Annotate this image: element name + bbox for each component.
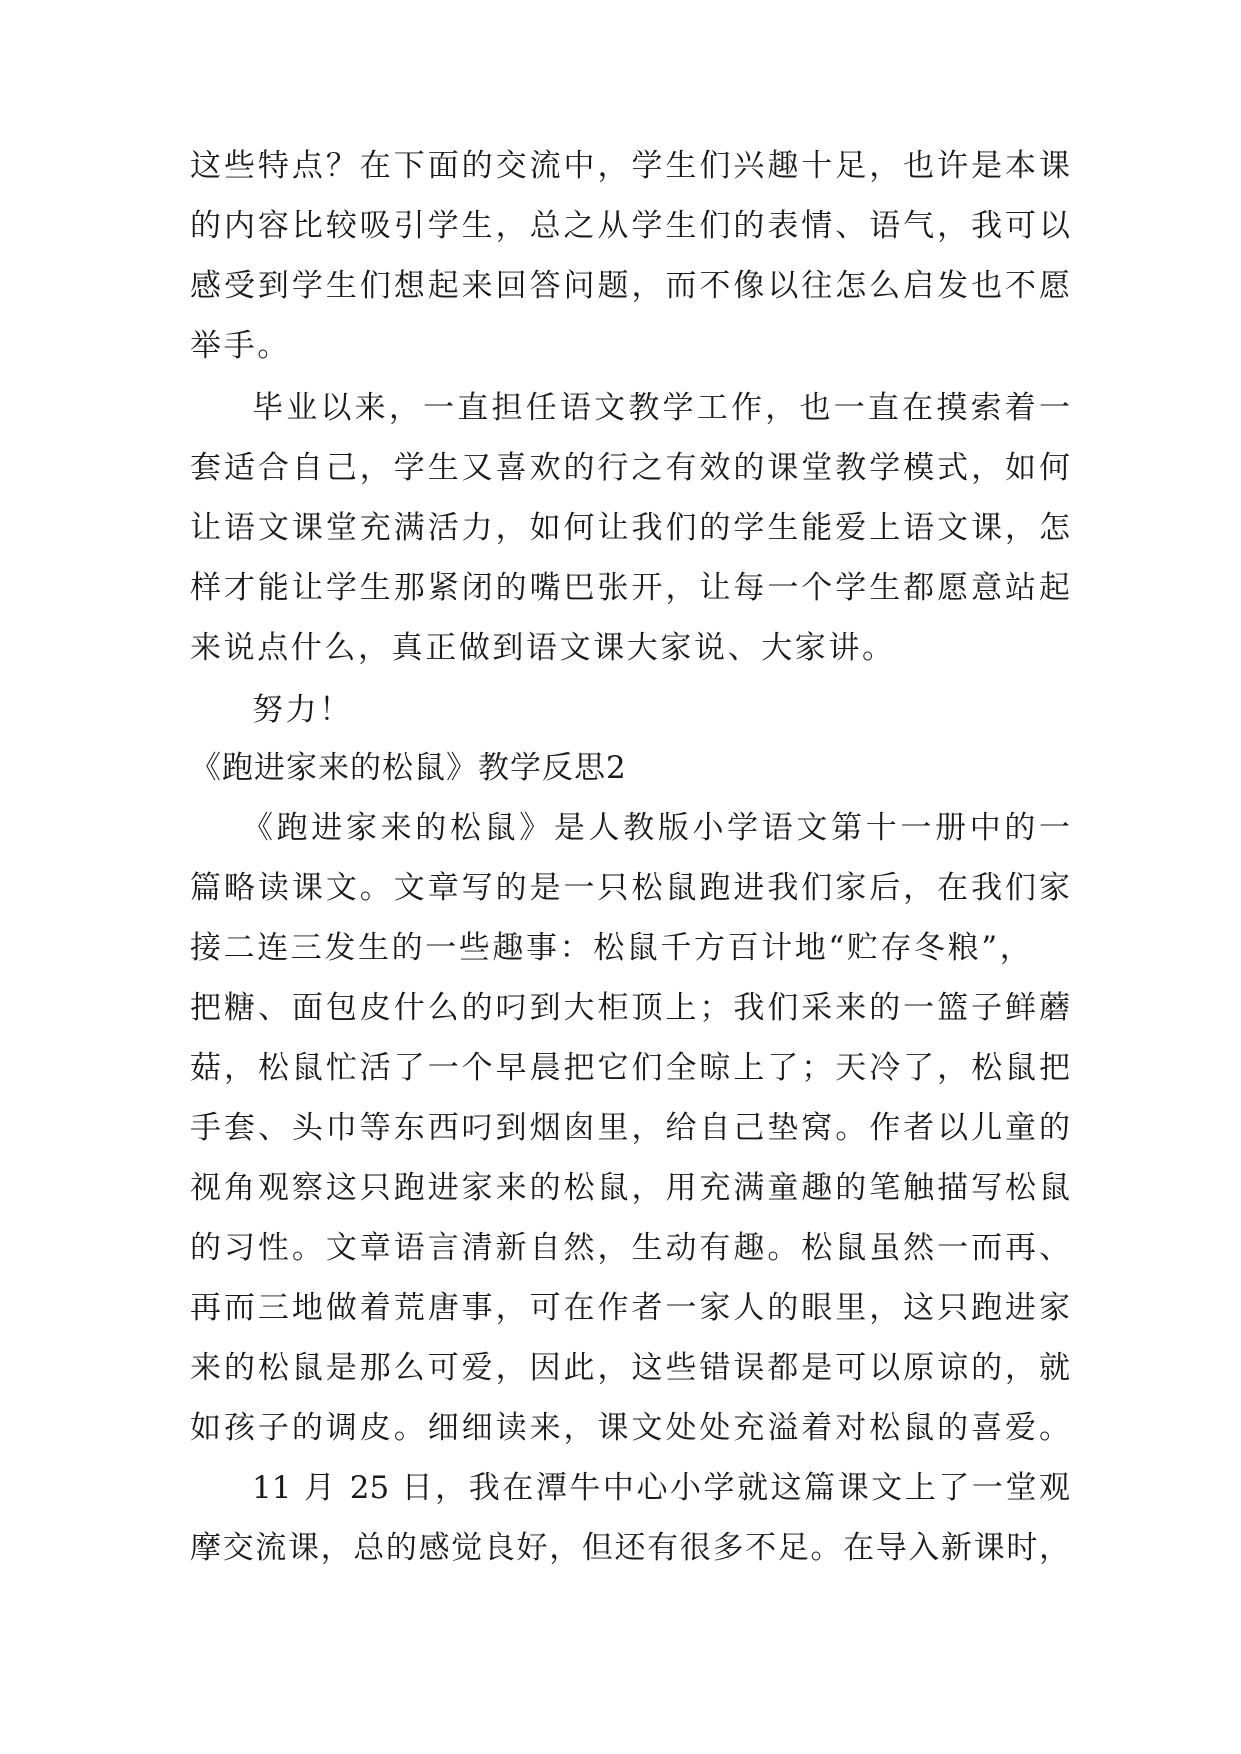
text-line: 再而三地做着荒唐事，可在作者一家人的眼里，这只跑进家 [190,1290,1070,1326]
text-line: 接二连三发生的一些趣事：松鼠千方百计地“贮存冬粮”， [190,930,1034,966]
text-line: 把糖、面包皮什么的叼到大柜顶上；我们采来的一篮子鲜蘑 [190,990,1070,1026]
paragraph-first-line: 毕业以来，一直担任语文教学工作，也一直在摸索着一 [252,390,1070,426]
text-line: 篇略读课文。文章写的是一只松鼠跑进我们家后，在我们家 [190,870,1070,906]
paragraph-first-line: 《跑进家来的松鼠》是人教版小学语文第十一册中的一 [242,810,1070,846]
text-line: 来说点什么，真正做到语文课大家说、大家讲。 [190,630,896,666]
text-line: 举手。 [190,328,291,364]
text-line: 摩交流课，总的感觉良好，但还有很多不足。在导入新课时， [190,1530,1070,1566]
text-line: 感受到学生们想起来回答问题，而不像以往怎么启发也不愿 [190,268,1070,304]
section-heading: 《跑进家来的松鼠》教学反思2 [190,750,627,786]
text-line: 手套、头巾等东西叼到烟囱里，给自己垫窝。作者以儿童的 [190,1110,1070,1146]
text-line: 的内容比较吸引学生，总之从学生们的表情、语气，我可以 [190,208,1070,244]
text-line: 视角观察这只跑进家来的松鼠，用充满童趣的笔触描写松鼠 [190,1170,1070,1206]
paragraph-first-line: 努力！ [252,692,353,728]
text-line: 让语文课堂充满活力，如何让我们的学生能爱上语文课，怎 [190,510,1070,546]
text-line: 样才能让学生那紧闭的嘴巴张开，让每一个学生都愿意站起 [190,570,1070,606]
text-line: 的习性。文章语言清新自然，生动有趣。松鼠虽然一而再、 [190,1230,1070,1266]
text-line: 菇，松鼠忙活了一个早晨把它们全晾上了；天冷了，松鼠把 [190,1050,1070,1086]
text-line: 如孩子的调皮。细细读来，课文处处充溢着对松鼠的喜爱。 [190,1410,1070,1446]
paragraph-first-line: 11 月 25 日，我在潭牛中心小学就这篇课文上了一堂观 [252,1470,1070,1506]
text-line: 这些特点？在下面的交流中，学生们兴趣十足，也许是本课 [190,148,1070,184]
text-line: 套适合自己，学生又喜欢的行之有效的课堂教学模式，如何 [190,450,1070,486]
text-line: 来的松鼠是那么可爱，因此，这些错误都是可以原谅的，就 [190,1350,1070,1386]
